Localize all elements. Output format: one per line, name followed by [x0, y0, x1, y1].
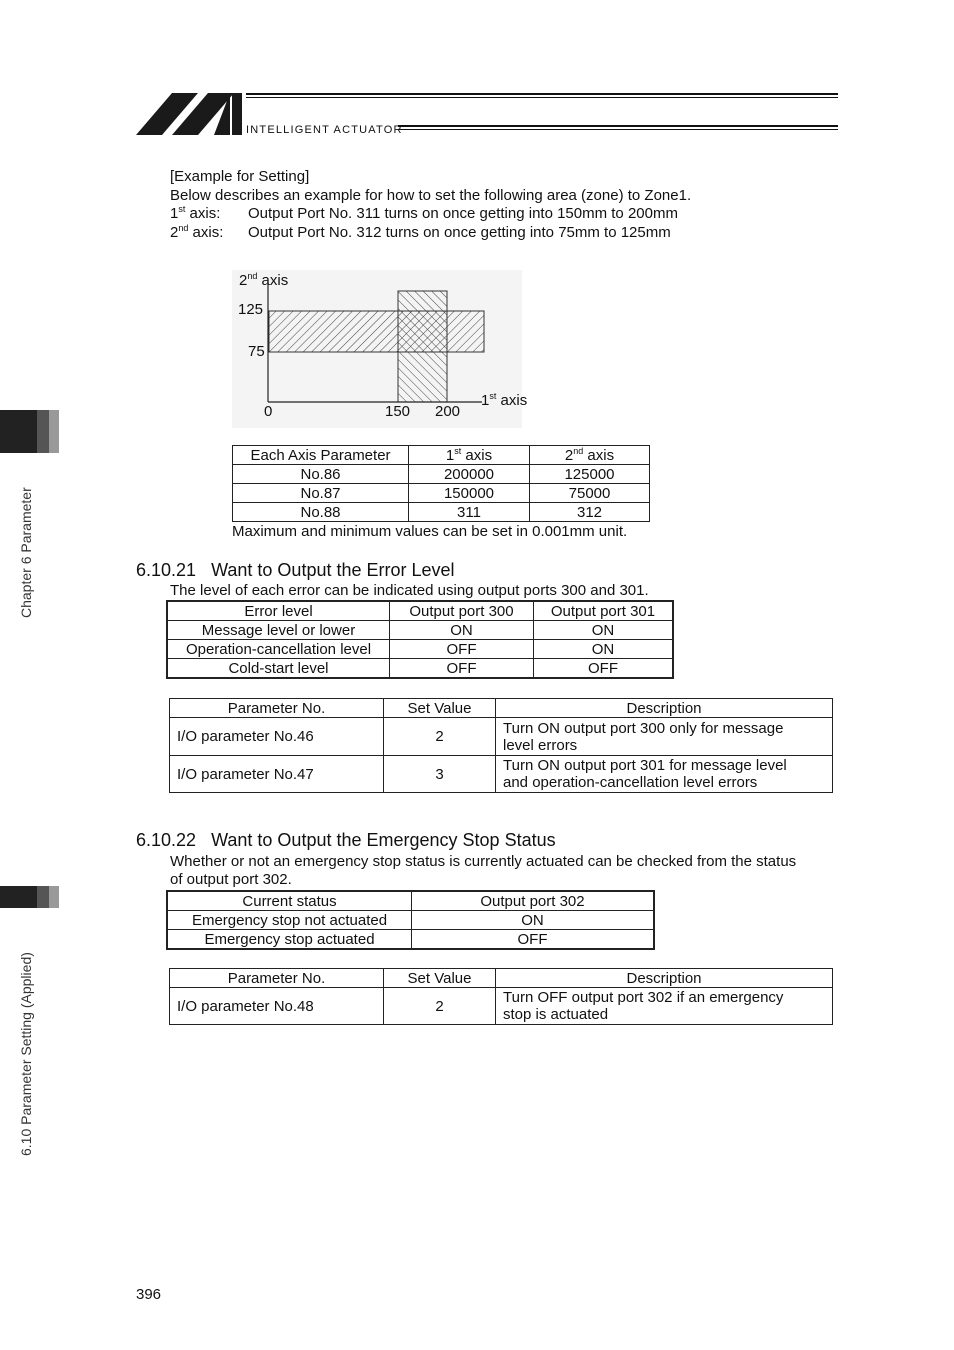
header-num: 2: [564, 446, 574, 464]
table-cell: 125000: [530, 465, 650, 484]
axis1-sup: st: [178, 204, 186, 214]
header-sup: st: [454, 445, 462, 456]
header-word: axis: [461, 446, 493, 464]
axis1-zone-band: [398, 291, 447, 402]
axis2-sup: nd: [178, 223, 189, 233]
table-cell: 312: [530, 503, 650, 522]
table-row: [170, 756, 833, 793]
emergency-status-table: [166, 890, 655, 950]
y-axis-title-word: axis: [257, 272, 289, 289]
x-tick-150: 150: [385, 403, 411, 420]
y-axis-title-sup: nd: [247, 271, 258, 281]
table-row: [167, 911, 654, 930]
axis1-line: [170, 205, 220, 222]
chapter-tab-marker: [0, 410, 37, 453]
zone-diagram-svg: [232, 270, 522, 428]
table-cell: No.88: [233, 503, 409, 522]
axis-table-note: Maximum and minimum values can be set in 0.001mm unit.: [232, 523, 628, 540]
header-cell: Parameter No.: [170, 699, 384, 718]
example-heading: [Example for Setting]: [170, 168, 310, 185]
error-param-table: [169, 698, 833, 793]
axis-parameter-table: [232, 445, 650, 522]
header-sup: nd: [573, 445, 584, 456]
header-cell: Output port 301: [534, 601, 674, 621]
description-line: and operation-cancellation level errors: [503, 774, 758, 791]
description-line: Turn ON output port 300 only for message: [503, 719, 784, 737]
example-description: Below describes an example for how to set the following area (zone) to Zone1.: [170, 187, 692, 204]
header-word: axis: [583, 446, 615, 464]
table-cell: I/O parameter No.47: [170, 756, 384, 793]
table-row: [233, 503, 650, 522]
axis2-text: Output Port No. 312 turns on once getting into 75mm to 125mm: [248, 224, 671, 241]
table-row: [170, 718, 833, 756]
x-tick-0: 0: [264, 403, 273, 420]
description-line: Turn OFF output port 302 if an emergency: [503, 989, 784, 1006]
y-axis-title-num: 2: [239, 272, 248, 289]
x-axis-title-num: 1: [481, 392, 490, 409]
table-row: [167, 621, 673, 640]
section-6-10-21-desc: The level of each error can be indicated using output ports 300 and 301.: [170, 582, 649, 599]
table-cell: Emergency stop actuated: [167, 930, 412, 950]
header-cell: Set Value: [384, 969, 496, 988]
header-cell: [530, 446, 650, 465]
table-cell: Message level or lower: [167, 621, 390, 640]
header-num: 1: [445, 446, 455, 464]
axis1-text: Output Port No. 311 turns on once getting into 150mm to 200mm: [248, 205, 678, 222]
axis1-number: 1: [170, 205, 179, 222]
table-cell: I/O parameter No.46: [170, 718, 384, 756]
table-row: [233, 484, 650, 503]
section-6-10-22-desc-1: Whether or not an emergency stop status is currently actuated can be checked from the status: [170, 853, 797, 870]
table-cell: ON: [534, 621, 674, 640]
section-title: Want to Output the Error Level: [211, 560, 455, 580]
header-rule-bottom: [398, 125, 838, 127]
zone-diagram: [232, 270, 528, 428]
header-rule-top: [246, 93, 838, 95]
section-number: 6.10.22: [136, 830, 197, 850]
emergency-param-table: [169, 968, 833, 1025]
header-cell: Parameter No.: [170, 969, 384, 988]
section-6-10-22-title: [136, 830, 556, 851]
table-cell: 2: [384, 718, 496, 756]
table-row: [167, 659, 673, 679]
header-cell: Set Value: [384, 699, 496, 718]
sidebar-section-label: 6.10 Parameter Setting (Applied): [18, 952, 34, 1156]
x-axis-title-sup: st: [489, 391, 497, 401]
description-cell: [496, 988, 833, 1025]
table-cell: No.87: [233, 484, 409, 503]
x-tick-200: 200: [435, 403, 461, 420]
description-line: stop is actuated: [503, 1006, 609, 1023]
page-number: 396: [136, 1286, 162, 1303]
section-tab-grey: [37, 886, 49, 908]
table-header-row: [170, 699, 833, 718]
header-cell: Current status: [167, 891, 412, 911]
description-line: Turn ON output port 301 for message level: [503, 757, 787, 774]
table-cell: OFF: [390, 659, 534, 679]
header-cell: Description: [496, 699, 833, 718]
section-tab-marker: [0, 886, 37, 908]
table-cell: ON: [390, 621, 534, 640]
table-cell: Emergency stop not actuated: [167, 911, 412, 930]
chapter-tab-grey: [37, 410, 49, 453]
table-cell: 75000: [530, 484, 650, 503]
axis2-number: 2: [170, 224, 179, 241]
axis2-zone-band: [269, 311, 484, 352]
axis2-line: [170, 224, 223, 241]
description-cell: [496, 756, 833, 793]
y-tick-75: 75: [248, 343, 265, 360]
header-rule-bottom-thin: [398, 129, 838, 130]
section-tab-light: [49, 886, 59, 908]
table-row: [233, 465, 650, 484]
table-header-row: [167, 891, 654, 911]
y-tick-125: 125: [238, 301, 264, 318]
table-cell: OFF: [412, 930, 655, 950]
header-cell: Each Axis Parameter: [233, 446, 409, 465]
table-cell: ON: [412, 911, 655, 930]
table-header-row: [233, 446, 650, 465]
description-cell: [496, 718, 833, 756]
section-6-10-21-title: [136, 560, 455, 581]
table-cell: 150000: [409, 484, 530, 503]
x-axis-title-word: axis: [496, 392, 528, 409]
table-cell: 2: [384, 988, 496, 1025]
table-cell: 3: [384, 756, 496, 793]
table-cell: OFF: [390, 640, 534, 659]
table-cell: ON: [534, 640, 674, 659]
error-level-table: [166, 600, 674, 679]
y-axis-title: [239, 272, 288, 289]
section-number: 6.10.21: [136, 560, 197, 580]
table-cell: Cold-start level: [167, 659, 390, 679]
sidebar-chapter-label: Chapter 6 Parameter: [18, 487, 34, 618]
table-header-row: [170, 969, 833, 988]
header-cell: Error level: [167, 601, 390, 621]
brand-name: INTELLIGENT ACTUATOR: [246, 124, 403, 136]
table-cell: No.86: [233, 465, 409, 484]
description-line: level errors: [503, 736, 578, 754]
section-title: Want to Output the Emergency Stop Status: [211, 830, 556, 850]
header-cell: [409, 446, 530, 465]
table-row: [167, 930, 654, 950]
table-cell: OFF: [534, 659, 674, 679]
x-axis-title: [481, 392, 527, 409]
table-cell: 200000: [409, 465, 530, 484]
table-cell: I/O parameter No.48: [170, 988, 384, 1025]
table-cell: Operation-cancellation level: [167, 640, 390, 659]
axis2-label: axis:: [188, 224, 224, 241]
header-cell: Description: [496, 969, 833, 988]
axis1-label: axis:: [185, 205, 221, 222]
table-row: [167, 640, 673, 659]
table-row: [170, 988, 833, 1025]
header-cell: Output port 302: [412, 891, 655, 911]
table-header-row: [167, 601, 673, 621]
header-cell: Output port 300: [390, 601, 534, 621]
header-rule-top-thin: [246, 97, 838, 98]
chapter-tab-light: [49, 410, 59, 453]
section-6-10-22-desc-2: of output port 302.: [170, 871, 292, 888]
table-cell: 311: [409, 503, 530, 522]
